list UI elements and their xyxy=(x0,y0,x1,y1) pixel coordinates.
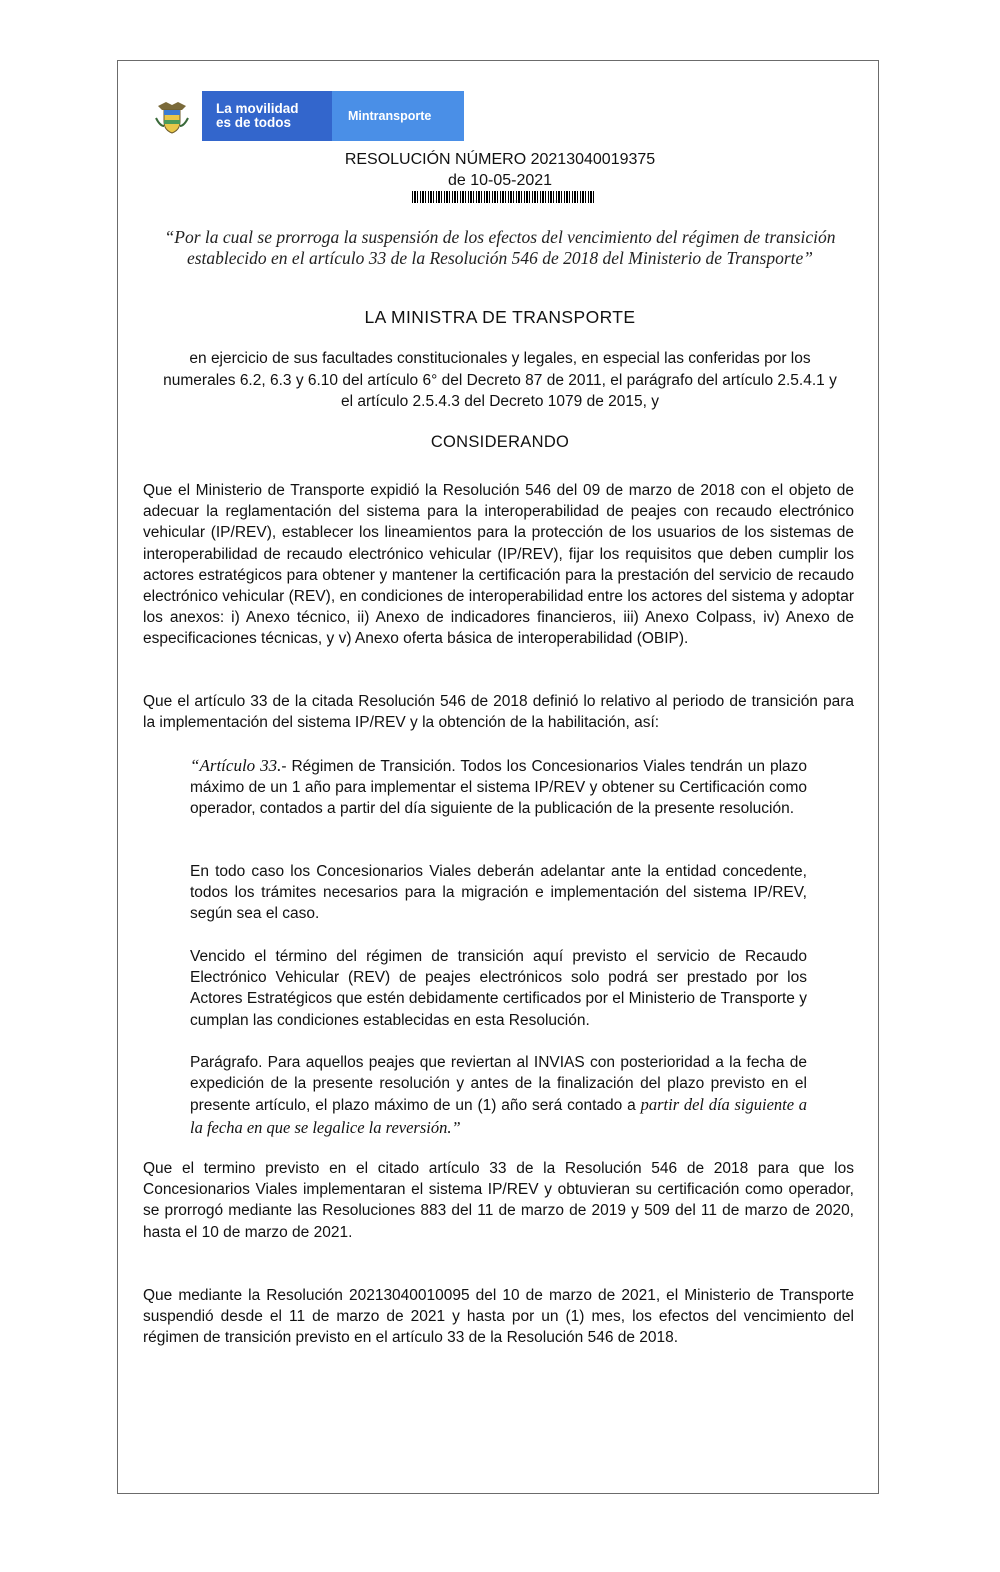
quote-paragraph-3: Vencido el término del régimen de transición aquí previsto el servicio de Recaudo Electrónico Vehicular (REV) de peajes electrónicos solo podrá ser prestado por los Actores Estratégicos que estén debidamente certificados por el Ministerio de Transporte y cumplan las condiciones establecidas en esta Resolución. xyxy=(190,948,807,1029)
logo-slogan xyxy=(202,91,332,141)
powers-statement: en ejercicio de sus facultades constitucionales y legales, en especial las conferidas por los numerales 6.2, 6.3 y 6.10 del artículo 6° del Decreto 87 de 2011, el parágrafo del artículo 2.5.4.1 y el artículo 2.5.4.3 del Decreto 1079 de 2015, y xyxy=(163,350,837,410)
barcode-icon xyxy=(412,191,594,203)
logo-slogan-line2: es de todos xyxy=(216,115,292,130)
quote-paragraph-2: En todo caso los Concesionarios Viales deberán adelantar ante la entidad concedente, todos los trámites necesarios para la migración e implementación del sistema IP/REV, según sea el caso. xyxy=(190,863,807,923)
quote-p4-end: partir del día siguiente a la fecha en que se legalice la reversión.” xyxy=(190,1095,808,1137)
article-label: “Artículo 33. xyxy=(190,756,282,775)
resolution-subtitle: “Por la cual se prorroga la suspensión de los efectos del vencimiento del régimen de transición establecido en el artículo 33 de la Resolución 546 de 2018 del Ministerio de Transporte” xyxy=(164,227,836,268)
resolution-number: RESOLUCIÓN NÚMERO 20213040019375 xyxy=(344,151,656,168)
resolution-date: de 10-05-2021 xyxy=(447,172,553,189)
mintransporte-logo xyxy=(142,91,464,141)
logo-slogan-line1: La movilidad xyxy=(216,101,299,116)
paragraph-1: Que el Ministerio de Transporte expidió la Resolución 546 del 09 de marzo de 2018 con el objeto de adecuar la reglamentación del sistema para la interoperabilidad de peajes con recaudo electrónico vehicular (IP/REV), establecer los lineamientos para la protección de los usuarios de los sistemas de interoperabilidad de recaudo electrónico vehicular (IP/REV), fijar los requisitos que deben cumplir los actores estratégicos para obtener y mantener la certificación para la prestación del servicio de recaudo electrónico vehicular (REV), en condiciones de interoperabilidad entre los actores del sistema y adoptar los anexos: i) Anexo técnico, ii) Anexo de indicadores financieros, iii) Anexo Colpass, iv) Anexo de especificaciones técnicas, y v) Anexo oferta básica de interoperabilidad (OBIP). xyxy=(143,482,854,648)
quote-paragraph-4 xyxy=(190,1052,807,1139)
paragraph-3: Que el termino previsto en el citado artículo 33 de la Resolución 546 de 2018 para que los Concesionarios Viales implementaran el sistema IP/REV y obtuvieran su certificación como operador, se prorrogó mediante las Resoluciones 883 del 11 de marzo de 2019 y 509 del 11 de marzo de 2020, hasta el 10 de marzo de 2021. xyxy=(143,1160,854,1241)
authority-heading: LA MINISTRA DE TRANSPORTE xyxy=(364,307,636,327)
coat-of-arms-icon xyxy=(142,91,202,141)
logo-brand: Mintransporte xyxy=(332,91,464,141)
considerando-heading: CONSIDERANDO xyxy=(430,433,570,451)
paragraph-4: Que mediante la Resolución 20213040010095 del 10 de marzo de 2021, el Ministerio de Transporte suspendió desde el 11 de marzo de 2021 y hasta por un (1) mes, los efectos del vencimiento del régimen de transición previsto en el artículo 33 de la Resolución 546 de 2018. xyxy=(143,1287,854,1347)
quote-p4-text: Parágrafo. Para aquellos peajes que reviertan al INVIAS con posterioridad a la fecha de expedición de la presente resolución y antes de la finalización del plazo previsto en el presente artículo, el plazo máximo de un (1) año será contado a xyxy=(190,1054,807,1115)
paragraph-2: Que el artículo 33 de la citada Resolución 546 de 2018 definió lo relativo al periodo de transición para la implementación del sistema IP/REV y la obtención de la habilitación, así: xyxy=(143,693,854,732)
quote-p1-text: - Régimen de Transición. Todos los Concesionarios Viales tendrán un plazo máximo de un 1 año para implementar el sistema IP/REV y obtener su Certificación como operador, contados a partir del día siguiente de la publicación de la presente resolución. xyxy=(190,758,807,818)
quote-paragraph-1 xyxy=(190,755,807,820)
